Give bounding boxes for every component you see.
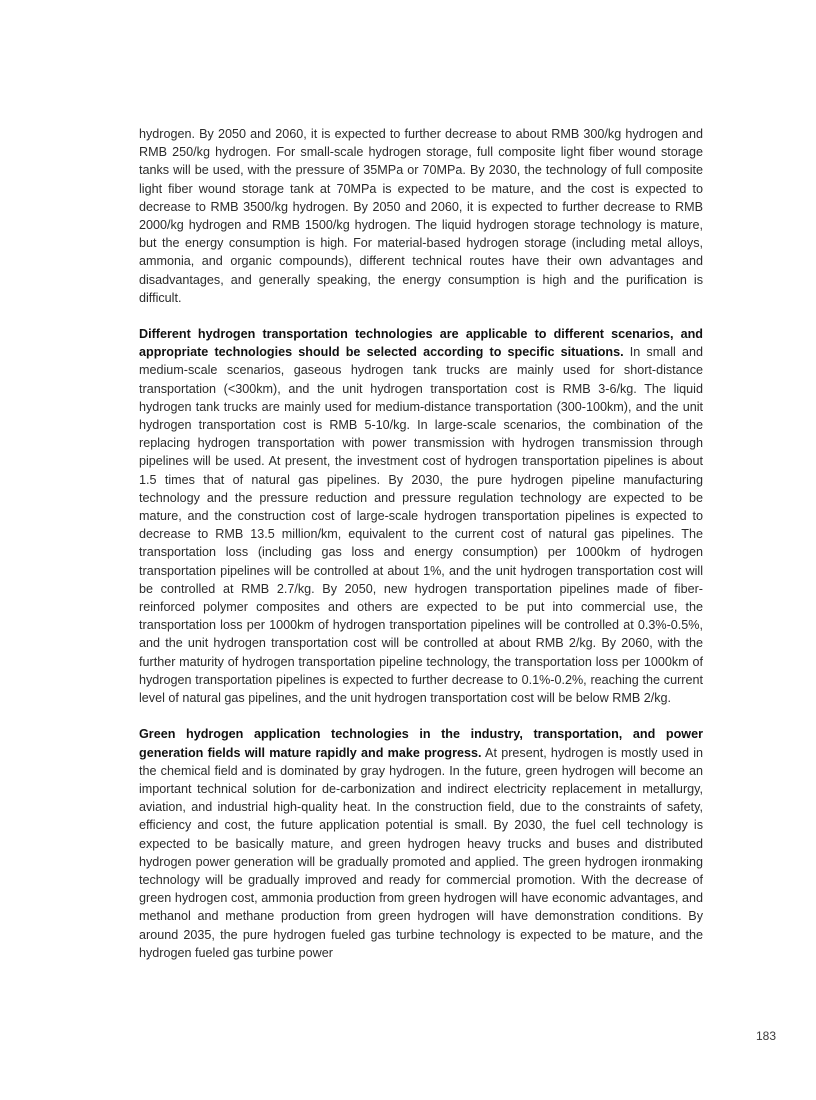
paragraph-lead-sentence: Different hydrogen transportation technologies are applicable to different scenarios, and appropriate technologies should be selected according to specific situations. [139, 327, 703, 360]
paragraph-hydrogen-transportation [139, 325, 703, 707]
paragraph-text: At present, hydrogen is mostly used in the chemical field and is dominated by gray hydrogen. In the future, green hydrogen will become an important technical solution for de-carbonization and indirect electricity replacement in metallurgy, aviation, and industrial high-quality heat. In the construction field, due to the constraints of safety, efficiency and cost, the future application potential is small. By 2030, the fuel cell technology is expected to be basically mature, and green hydrogen heavy trucks and buses and distributed hydrogen power generation will be gradually promoted and applied. The green hydrogen ironmaking technology will be gradually improved and ready for commercial promotion. With the decrease of green hydrogen cost, ammonia production from green hydrogen will have economic advantages, and methanol and methane production from green hydrogen will have demonstration conditions. By around 2035, the pure hydrogen fueled gas turbine technology is expected to be mature, and the hydrogen fueled gas turbine power [139, 745, 703, 960]
paragraph-hydrogen-storage [139, 125, 703, 307]
paragraph-lead-sentence: Green hydrogen application technologies in the industry, transportation, and power generation fields will mature rapidly and make progress. [139, 727, 703, 760]
page-body [139, 125, 703, 980]
paragraph-green-hydrogen-application [139, 725, 703, 962]
page-number: 183 [755, 1029, 776, 1043]
paragraph-text: hydrogen. By 2050 and 2060, it is expected to further decrease to about RMB 300/kg hydrogen and RMB 250/kg hydrogen. For small-scale hydrogen storage, full composite light fiber wound storage tanks will be used, with the pressure of 35MPa or 70MPa. By 2030, the technology of full composite light fiber wound storage tank at 70MPa is expected to be mature, and the cost is expected to decrease to RMB 3500/kg hydrogen. By 2050 and 2060, it is expected to further decrease to RMB 2000/kg hydrogen and RMB 1500/kg hydrogen. The liquid hydrogen storage technology is mature, but the energy consumption is high. For material-based hydrogen storage (including metal alloys, ammonia, and organic compounds), different technical routes have their own advantages and disadvantages, and generally speaking, the energy consumption is high and the purification is difficult. [139, 127, 703, 305]
paragraph-text: In small and medium-scale scenarios, gaseous hydrogen tank trucks are mainly used for short-distance transportation (<300km), and the unit hydrogen transportation cost is RMB 3-6/kg. The liquid hydrogen tank trucks are mainly used for medium-distance transportation (300-100km), and the unit hydrogen transportation cost is RMB 5-10/kg. In large-scale scenarios, the combination of the replacing hydrogen transportation with power transmission with hydrogen transmission through pipelines will be used. At present, the investment cost of hydrogen transportation pipelines is about 1.5 times that of natural gas pipelines. By 2030, the pure hydrogen pipeline manufacturing technology and the pressure reduction and pressure regulation technology are expected to be mature, and the construction cost of large-scale hydrogen transportation pipelines is expected to decrease to RMB 13.5 million/km, equivalent to the current cost of natural gas pipelines. The transportation loss (including gas loss and energy consumption) per 1000km of hydrogen transportation pipelines will be controlled at about 1%, and the unit hydrogen transportation cost will be controlled at RMB 2.7/kg. By 2050, new hydrogen transportation pipelines made of fiber-reinforced polymer composites and others are expected to be put into commercial use, the transportation loss per 1000km of hydrogen transportation pipelines will be controlled at 0.3%-0.5%, and the unit hydrogen transportation cost will be controlled at about RMB 2/kg. By 2060, with the further maturity of hydrogen transportation pipeline technology, the transportation loss per 1000km of hydrogen transportation pipelines is expected to further decrease to 0.1%-0.2%, reaching the current level of natural gas pipelines, and the unit hydrogen transportation cost will be below RMB 2/kg. [139, 345, 703, 706]
